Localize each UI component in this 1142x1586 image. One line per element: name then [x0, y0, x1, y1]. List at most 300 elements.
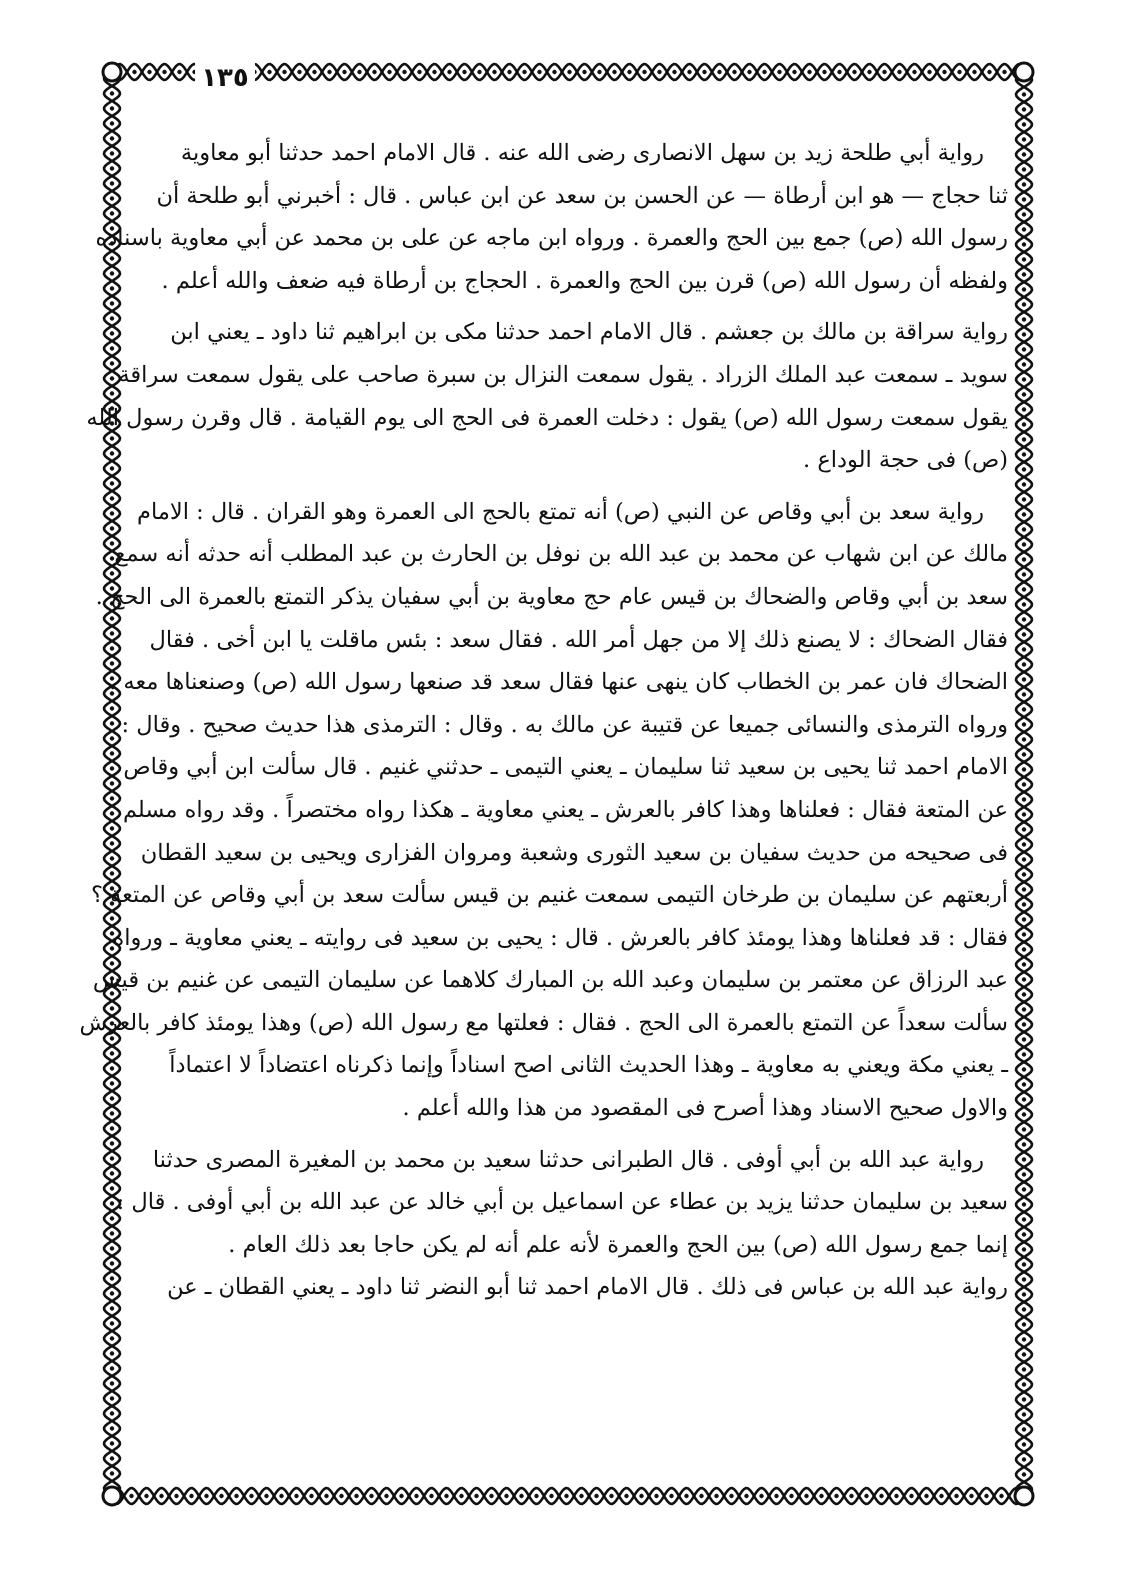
border-bead	[279, 1494, 283, 1498]
border-bead	[110, 1201, 114, 1205]
border-bead	[1022, 617, 1026, 621]
border-bead	[1022, 137, 1026, 141]
text-line: عبد الرزاق عن معتمر بن سليمان وعبد الله بن المبارك كلاهما عن سليمان التيمى عن غنيم بن قيس	[92, 967, 1008, 994]
border-bead	[1022, 992, 1026, 996]
border-bead	[110, 1231, 114, 1235]
border-corner-knot	[103, 1487, 121, 1505]
border-bead	[339, 1494, 343, 1498]
border-bead	[762, 70, 766, 74]
border-bead	[507, 70, 511, 74]
text-line: رواية سراقة بن مالك بن جعشم . قال الامام احمد حدثنا مكى بن ابراهيم ثنا داود ـ يعني ابن	[170, 319, 1008, 346]
border-bead	[264, 1494, 268, 1498]
border-bead	[777, 70, 781, 74]
border-bead	[1022, 707, 1026, 711]
text-line: رواية عبد الله بن عباس فى ذلك . قال الامام احمد ثنا أبو النضر ثنا داود ـ يعني القطان ـ عن	[167, 1274, 1008, 1301]
border-bead	[744, 1494, 748, 1498]
text-line: (ص) فى حجة الوداع .	[803, 447, 1008, 474]
border-bead	[819, 1494, 823, 1498]
border-bead	[342, 70, 346, 74]
border-bead	[462, 70, 466, 74]
border-bead	[1022, 1442, 1026, 1446]
border-bead	[110, 1411, 114, 1415]
border-bead	[1022, 1232, 1026, 1236]
border-bead	[1022, 1307, 1026, 1311]
page-number: ١٣٥	[195, 60, 255, 96]
border-bead	[1022, 542, 1026, 546]
border-bead	[582, 70, 586, 74]
border-bead	[627, 70, 631, 74]
border-bead	[414, 1494, 418, 1498]
text-line: الضحاك فان عمر بن الخطاب كان ينهى عنها فقال سعد قد صنعها رسول الله (ص) وصنعناها معه .	[109, 669, 1008, 696]
border-bead	[369, 1494, 373, 1498]
border-bead	[1022, 362, 1026, 366]
border-bead	[1022, 182, 1026, 186]
border-bead	[924, 1494, 928, 1498]
border-bead	[1022, 212, 1026, 216]
border-bead	[717, 70, 721, 74]
border-bead	[1022, 1277, 1026, 1281]
border-bead	[1022, 782, 1026, 786]
border-bead	[110, 106, 114, 110]
border-bead	[732, 70, 736, 74]
border-bead	[537, 70, 541, 74]
border-bead	[1022, 1472, 1026, 1476]
border-bead	[564, 1494, 568, 1498]
border-bead	[1022, 662, 1026, 666]
border-bead	[687, 70, 691, 74]
border-bead	[309, 1494, 313, 1498]
text-line: سعيد بن سليمان حدثنا يزيد بن عطاء عن اسماعيل بن أبي خالد عن عبد الله بن أبي أوفى . قال :	[116, 1189, 1008, 1216]
border-bead	[459, 1494, 463, 1498]
border-bead	[642, 70, 646, 74]
border-bead	[669, 1494, 673, 1498]
border-bead	[1022, 227, 1026, 231]
border-bead	[110, 376, 114, 380]
border-bead	[1022, 122, 1026, 126]
border-corner-knot	[103, 63, 121, 81]
border-bead	[384, 1494, 388, 1498]
border-bead	[1022, 1352, 1026, 1356]
border-bead	[1022, 1067, 1026, 1071]
border-bead	[534, 1494, 538, 1498]
border-bead	[759, 1494, 763, 1498]
border-bead	[399, 1494, 403, 1498]
border-bead	[1022, 1217, 1026, 1221]
border-bead	[110, 796, 114, 800]
border-bead	[110, 151, 114, 155]
border-bead	[1022, 977, 1026, 981]
border-bead	[357, 70, 361, 74]
border-bead	[110, 196, 114, 200]
border-bead	[912, 70, 916, 74]
border-bead	[657, 70, 661, 74]
text-line: فقال الضحاك : لا يصنع ذلك إلا من جهل أمر الله . فقال سعد : بئس ماقلت يا ابن أخى . فقال	[149, 626, 1008, 653]
border-bead	[219, 1494, 223, 1498]
border-bead	[1022, 557, 1026, 561]
border-bead	[294, 1494, 298, 1498]
border-bead	[1022, 287, 1026, 291]
border-bead	[189, 1494, 193, 1498]
border-bead	[110, 1246, 114, 1250]
border-bead	[852, 70, 856, 74]
border-bead	[110, 646, 114, 650]
border-bead	[1022, 272, 1026, 276]
border-bead	[837, 70, 841, 74]
text-line: يقول سمعت رسول الله (ص) يقول : دخلت العمرة فى الحج الى يوم القيامة . قال وقرن رسول الله	[86, 404, 1008, 431]
border-bead	[1022, 872, 1026, 876]
border-bead	[249, 1494, 253, 1498]
border-bead	[702, 70, 706, 74]
border-bead	[110, 1351, 114, 1355]
border-bead	[110, 1426, 114, 1430]
border-bead	[324, 1494, 328, 1498]
border-bead	[492, 70, 496, 74]
border-bead	[110, 1171, 114, 1175]
border-bead	[354, 1494, 358, 1498]
border-bead	[1022, 512, 1026, 516]
border-bead	[110, 1291, 114, 1295]
border-corner-knot	[1015, 1487, 1033, 1505]
border-bead	[1022, 1292, 1026, 1296]
border-bead	[1022, 302, 1026, 306]
border-bead	[1022, 482, 1026, 486]
border-bead	[267, 70, 271, 74]
border-bead	[110, 781, 114, 785]
border-bead	[1022, 752, 1026, 756]
border-bead	[1022, 1097, 1026, 1101]
border-bead	[1022, 527, 1026, 531]
border-corner-knot	[1015, 63, 1033, 81]
border-bead	[1022, 107, 1026, 111]
border-bead	[1022, 1262, 1026, 1266]
border-bead	[1002, 70, 1006, 74]
border-bead	[110, 721, 114, 725]
border-bead	[999, 1494, 1003, 1498]
border-bead	[624, 1494, 628, 1498]
border-bead	[110, 856, 114, 860]
border-bead	[939, 1494, 943, 1498]
border-bead	[110, 121, 114, 125]
border-bead	[110, 466, 114, 470]
border-bead	[882, 70, 886, 74]
text-line: سألت سعداً عن التمتع بالعمرة الى الحج . فقال : فعلتها مع رسول الله (ص) وهذا يومئذ كافر بالعرش	[79, 1009, 1008, 1036]
border-bead	[1022, 1322, 1026, 1326]
border-bead	[110, 301, 114, 305]
text-line: رواية سعد بن أبي وقاص عن النبي (ص) أنه تمتع بالحج الى العمرة وهو القران . قال : الامام	[137, 498, 984, 525]
border-bead	[1022, 317, 1026, 321]
border-bead	[954, 1494, 958, 1498]
border-bead	[504, 1494, 508, 1498]
border-bead	[1022, 1187, 1026, 1191]
border-bead	[110, 1471, 114, 1475]
border-bead	[1022, 1397, 1026, 1401]
border-bead	[110, 181, 114, 185]
border-bead	[110, 526, 114, 530]
border-bead	[110, 706, 114, 710]
border-bead	[1022, 902, 1026, 906]
border-bead	[110, 1216, 114, 1220]
border-bead	[1022, 917, 1026, 921]
border-bead	[110, 841, 114, 845]
border-bead	[897, 70, 901, 74]
border-bead	[984, 1494, 988, 1498]
border-bead	[110, 1186, 114, 1190]
border-bead	[110, 136, 114, 140]
border-bead	[1022, 857, 1026, 861]
border-bead	[1022, 1127, 1026, 1131]
border-bead	[729, 1494, 733, 1498]
border-bead	[110, 751, 114, 755]
border-bead	[1022, 152, 1026, 156]
border-bead	[110, 811, 114, 815]
border-bead	[110, 91, 114, 95]
border-bead	[204, 1494, 208, 1498]
text-line: فى صحيحه من حديث سفيان بن سعيد الثورى وشعبة ومروان الفزارى ويحيى بن سعيد القطان	[140, 839, 1008, 866]
border-bead	[1022, 827, 1026, 831]
border-bead	[1022, 347, 1026, 351]
text-line: ولفظه أن رسول الله (ص) قرن بين الحج والعمرة . الحجاج بن أرطاة فيه ضعف والله أعلم .	[161, 267, 1008, 294]
border-bead	[519, 1494, 523, 1498]
border-bead	[147, 70, 151, 74]
border-bead	[822, 70, 826, 74]
border-bead	[1022, 407, 1026, 411]
border-bead	[444, 1494, 448, 1498]
border-bead	[957, 70, 961, 74]
border-bead	[909, 1494, 913, 1498]
border-bead	[1022, 797, 1026, 801]
border-bead	[834, 1494, 838, 1498]
border-bead	[110, 331, 114, 335]
border-bead	[1022, 1247, 1026, 1251]
border-bead	[477, 70, 481, 74]
border-bead	[132, 70, 136, 74]
border-bead	[594, 1494, 598, 1498]
border-bead	[110, 1066, 114, 1070]
border-bead	[1022, 572, 1026, 576]
border-bead	[110, 1276, 114, 1280]
border-bead	[804, 1494, 808, 1498]
border-bead	[489, 1494, 493, 1498]
border-bead	[1022, 197, 1026, 201]
border-bead	[110, 1366, 114, 1370]
text-line: رواية عبد الله بن أبي أوفى . قال الطبرانى حدثنا سعيد بن محمد بن المغيرة المصرى حدثنا	[152, 1146, 984, 1173]
border-bead	[110, 346, 114, 350]
border-bead	[1022, 602, 1026, 606]
border-bead	[474, 1494, 478, 1498]
text-line: ثنا حجاج — هو ابن أرطاة — عن الحسن بن سعد عن ابن عباس . قال : أخبرني أبو طلحة أن	[156, 182, 1008, 209]
border-bead	[1022, 1337, 1026, 1341]
border-bead	[1022, 167, 1026, 171]
border-bead	[312, 70, 316, 74]
border-bead	[110, 1321, 114, 1325]
text-line: سعد بن أبي وقاص والضحاك بن قيس عام حج معاوية بن أبي سفيان يذكر التمتع بالعمرة الى الحج .	[95, 583, 1008, 610]
border-bead	[1022, 1412, 1026, 1416]
border-bead	[1022, 1427, 1026, 1431]
border-bead	[1022, 632, 1026, 636]
border-bead	[1022, 1112, 1026, 1116]
border-bead	[110, 166, 114, 170]
border-bead	[110, 391, 114, 395]
border-bead	[110, 1096, 114, 1100]
border-bead	[684, 1494, 688, 1498]
border-bead	[110, 271, 114, 275]
border-bead	[1022, 92, 1026, 96]
border-bead	[110, 826, 114, 830]
border-bead	[1022, 497, 1026, 501]
border-bead	[807, 70, 811, 74]
text-line: رسول الله (ص) جمع بين الحج والعمرة . ورواه ابن ماجه عن على بن محمد عن أبي معاوية باسناده	[95, 225, 1008, 252]
border-bead	[549, 1494, 553, 1498]
border-bead	[110, 361, 114, 365]
border-bead	[110, 1381, 114, 1385]
border-bead	[110, 631, 114, 635]
text-line: مالك عن ابن شهاب عن محمد بن عبد الله بن نوفل بن الحارث بن عبد المطلب أنه حدثه أنه سمع	[114, 541, 1008, 568]
border-bead	[110, 1156, 114, 1160]
border-bead	[597, 70, 601, 74]
text-line: ـ يعني مكة ويعني به معاوية ـ وهذا الحديث الثانى اصح اسناداً وإنما ذكرناه اعتضاداً لا اعتماداً	[169, 1052, 1008, 1079]
border-bead	[1022, 1382, 1026, 1386]
border-bead	[972, 70, 976, 74]
border-bead	[612, 70, 616, 74]
border-bead	[110, 481, 114, 485]
border-bead	[432, 70, 436, 74]
border-bead	[747, 70, 751, 74]
border-bead	[162, 70, 166, 74]
border-bead	[1022, 647, 1026, 651]
text-line: رواية أبي طلحة زيد بن سهل الانصارى رضى الله عنه . قال الامام احمد حدثنا أبو معاوية	[180, 140, 984, 166]
border-bead	[110, 1261, 114, 1265]
border-bead	[1022, 257, 1026, 261]
border-bead	[110, 1141, 114, 1145]
border-bead	[552, 70, 556, 74]
border-bead	[177, 70, 181, 74]
border-bead	[1022, 242, 1026, 246]
text-line: فقال : قد فعلناها وهذا يومئذ كافر بالعرش . قال : يحيى بن سعيد فى روايته ـ يعني معاوية ـ ورواه	[112, 924, 1008, 951]
border-bead	[1022, 437, 1026, 441]
text-line: أربعتهم عن سليمان بن طرخان التيمى سمعت غنيم بن قيس سألت سعد بن أبي وقاص عن المتعة ؟	[90, 882, 1008, 909]
border-bead	[1022, 722, 1026, 726]
border-bead	[174, 1494, 178, 1498]
border-bead	[1022, 1052, 1026, 1056]
border-bead	[1022, 377, 1026, 381]
text-line: عن المتعة فقال : فعلناها وهذا كافر بالعرش ـ يعني معاوية ـ هكذا رواه مختصراً . وقد رواه مسلم	[122, 796, 1008, 823]
border-bead	[1022, 1367, 1026, 1371]
border-bead	[1022, 467, 1026, 471]
border-bead	[282, 70, 286, 74]
border-bead	[714, 1494, 718, 1498]
border-bead	[927, 70, 931, 74]
border-bead	[110, 1396, 114, 1400]
border-bead	[447, 70, 451, 74]
border-bead	[654, 1494, 658, 1498]
border-bead	[110, 496, 114, 500]
border-bead	[110, 1456, 114, 1460]
border-bead	[110, 286, 114, 290]
border-bead	[110, 1441, 114, 1445]
border-bead	[1022, 1082, 1026, 1086]
text-line: والاول صحيح الاسناد وهذا أصرح فى المقصود من هذا والله أعلم .	[402, 1095, 1008, 1122]
border-bead	[387, 70, 391, 74]
border-bead	[429, 1494, 433, 1498]
border-bead	[639, 1494, 643, 1498]
border-bead	[849, 1494, 853, 1498]
border-bead	[110, 1336, 114, 1340]
border-bead	[1022, 1202, 1026, 1206]
border-bead	[1022, 887, 1026, 891]
border-bead	[789, 1494, 793, 1498]
border-bead	[672, 70, 676, 74]
border-bead	[144, 1494, 148, 1498]
border-bead	[774, 1494, 778, 1498]
border-bead	[1022, 677, 1026, 681]
border-bead	[1022, 947, 1026, 951]
border-bead	[1022, 812, 1026, 816]
text-line: ورواه الترمذى والنسائى جميعا عن قتيبة عن مالك به . وقال : الترمذى هذا حديث صحيح . وقال :	[121, 711, 1008, 738]
border-bead	[372, 70, 376, 74]
border-bead	[129, 1494, 133, 1498]
border-bead	[987, 70, 991, 74]
border-bead	[327, 70, 331, 74]
border-bead	[1022, 452, 1026, 456]
border-bead	[1022, 1172, 1026, 1176]
border-bead	[867, 70, 871, 74]
border-bead	[1022, 1037, 1026, 1041]
border-bead	[110, 211, 114, 215]
border-bead	[792, 70, 796, 74]
text-line: سويد ـ سمعت عبد الملك الزراد . يقول سمعت النزال بن سبرة صاحب على يقول سمعت سراقة	[118, 361, 1008, 388]
border-bead	[110, 766, 114, 770]
border-bead	[110, 1111, 114, 1115]
border-bead	[159, 1494, 163, 1498]
border-bead	[1022, 1457, 1026, 1461]
border-bead	[864, 1494, 868, 1498]
border-bead	[609, 1494, 613, 1498]
border-bead	[110, 1126, 114, 1130]
border-bead	[110, 736, 114, 740]
border-bead	[579, 1494, 583, 1498]
border-bead	[567, 70, 571, 74]
border-bead	[417, 70, 421, 74]
border-bead	[1022, 932, 1026, 936]
border-bead	[879, 1494, 883, 1498]
border-bead	[1022, 842, 1026, 846]
border-bead	[110, 1306, 114, 1310]
border-bead	[1022, 1007, 1026, 1011]
border-bead	[1022, 692, 1026, 696]
border-bead	[942, 70, 946, 74]
body-text	[79, 132, 1008, 1309]
border-bead	[1022, 1022, 1026, 1026]
border-bead	[110, 316, 114, 320]
border-bead	[1022, 1142, 1026, 1146]
border-bead	[1022, 1157, 1026, 1161]
border-bead	[110, 1081, 114, 1085]
border-bead	[1022, 422, 1026, 426]
border-bead	[1022, 767, 1026, 771]
border-bead	[1022, 737, 1026, 741]
border-bead	[969, 1494, 973, 1498]
border-bead	[522, 70, 526, 74]
border-bead	[110, 1051, 114, 1055]
border-bead	[1022, 332, 1026, 336]
text-line: إنما جمع رسول الله (ص) بين الحج والعمرة لأنه علم أنه لم يكن حاجا بعد ذلك العام .	[228, 1231, 1008, 1258]
border-bead	[1022, 962, 1026, 966]
border-bead	[1022, 587, 1026, 591]
text-line: الامام احمد ثنا يحيى بن سعيد ثنا سليمان ـ يعني التيمى ـ حدثني غنيم . قال سألت ابن أبي وقاص	[123, 754, 1008, 781]
border-bead	[110, 451, 114, 455]
border-bead	[699, 1494, 703, 1498]
border-bead	[234, 1494, 238, 1498]
